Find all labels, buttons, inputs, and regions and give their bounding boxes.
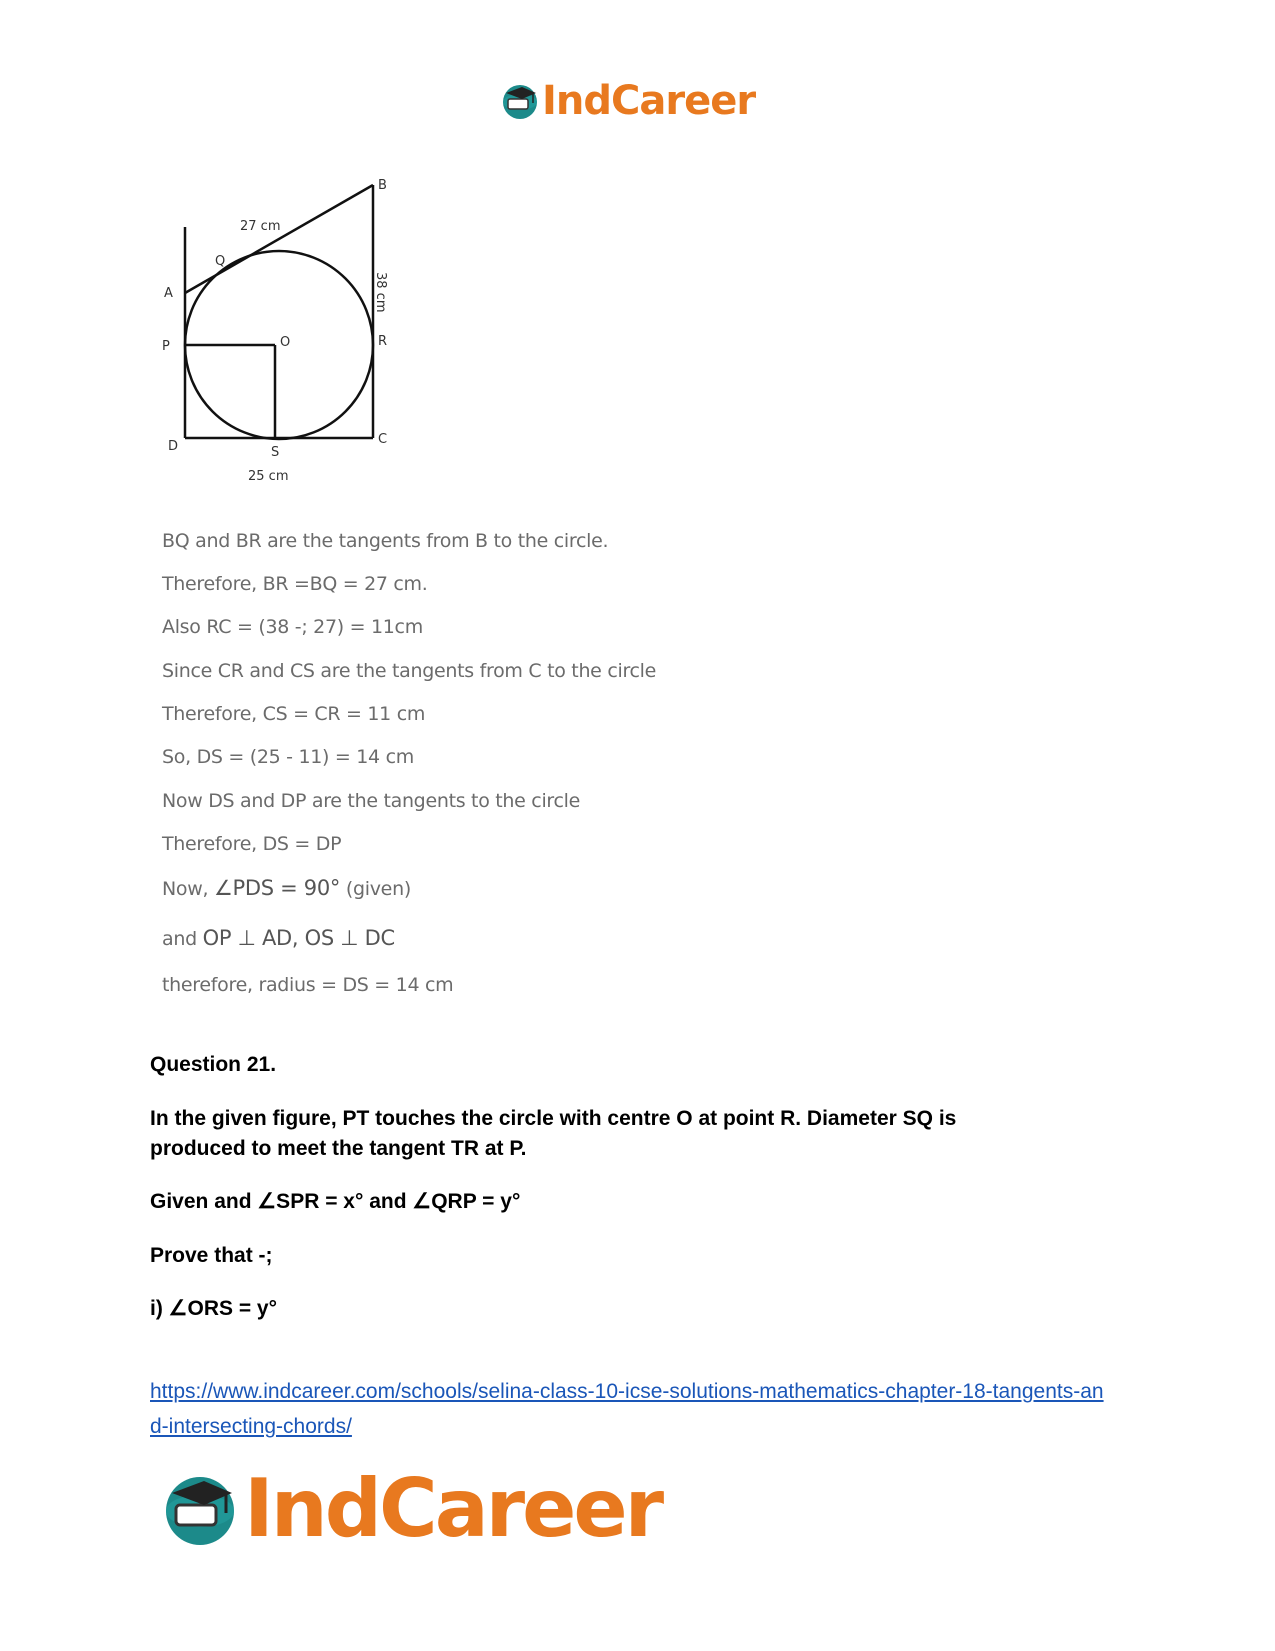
solution-line: So, DS = (25 - 11) = 14 cm [162, 746, 414, 768]
solution-text: Now, [162, 878, 209, 900]
label-q: Q [215, 254, 226, 269]
solution-line: Also RC = (38 -; 27) = 11cm [162, 616, 423, 638]
tangent-quadrilateral-figure [160, 175, 420, 495]
graduation-cap-globe-icon [500, 81, 540, 121]
graduation-cap-globe-icon [160, 1469, 240, 1549]
question-part-i: i) ∠ORS = y° [150, 1297, 278, 1320]
solution-text: (given) [345, 878, 411, 900]
footer-logo [160, 1462, 661, 1555]
solution-line: Therefore, CS = CR = 11 cm [162, 703, 426, 725]
solution-line: BQ and BR are the tangents from B to the circle. [162, 530, 609, 552]
solution-line [162, 926, 395, 950]
source-link[interactable]: https://www.indcareer.com/schools/selina-class-10-icse-solutions-mathematics-chapter-18-tangents-and-intersecting-chords/ [150, 1380, 1104, 1438]
solution-line: Therefore, BR =BQ = 27 cm. [162, 573, 428, 595]
solution-line: Now DS and DP are the tangents to the circle [162, 790, 581, 812]
label-p: P [162, 339, 170, 354]
label-a: A [164, 286, 173, 301]
solution-line: therefore, radius = DS = 14 cm [162, 974, 454, 996]
header-logo [500, 78, 755, 124]
question-prove: Prove that -; [150, 1244, 273, 1267]
math-expression: OP ⊥ AD, OS ⊥ DC [202, 926, 395, 950]
solution-text: and [162, 928, 197, 950]
dim-right-label: 38 cm [373, 272, 388, 313]
header-logo-text: IndCareer [542, 78, 756, 124]
question-text: In the given figure, PT touches the circle with centre O at point R. Diameter SQ is produced to meet the tangent TR at P. [150, 1107, 957, 1160]
label-d: D [168, 439, 179, 454]
solution-line: Therefore, DS = DP [162, 833, 342, 855]
solution-line [162, 876, 411, 900]
solution-line: Since CR and CS are the tangents from C to the circle [162, 660, 657, 682]
question-title: Question 21. [150, 1053, 277, 1076]
label-b: B [378, 178, 387, 193]
label-o: O [280, 335, 291, 350]
dim-bottom-label: 25 cm [248, 469, 289, 484]
label-s: S [271, 445, 280, 460]
dim-top-label: 27 cm [240, 219, 281, 234]
question-given: Given and ∠SPR = x° and ∠QRP = y° [150, 1190, 521, 1213]
footer-logo-text: IndCareer [244, 1462, 662, 1555]
math-expression: ∠PDS = 90° [213, 876, 341, 900]
label-r: R [378, 334, 388, 349]
label-c: C [378, 432, 388, 447]
